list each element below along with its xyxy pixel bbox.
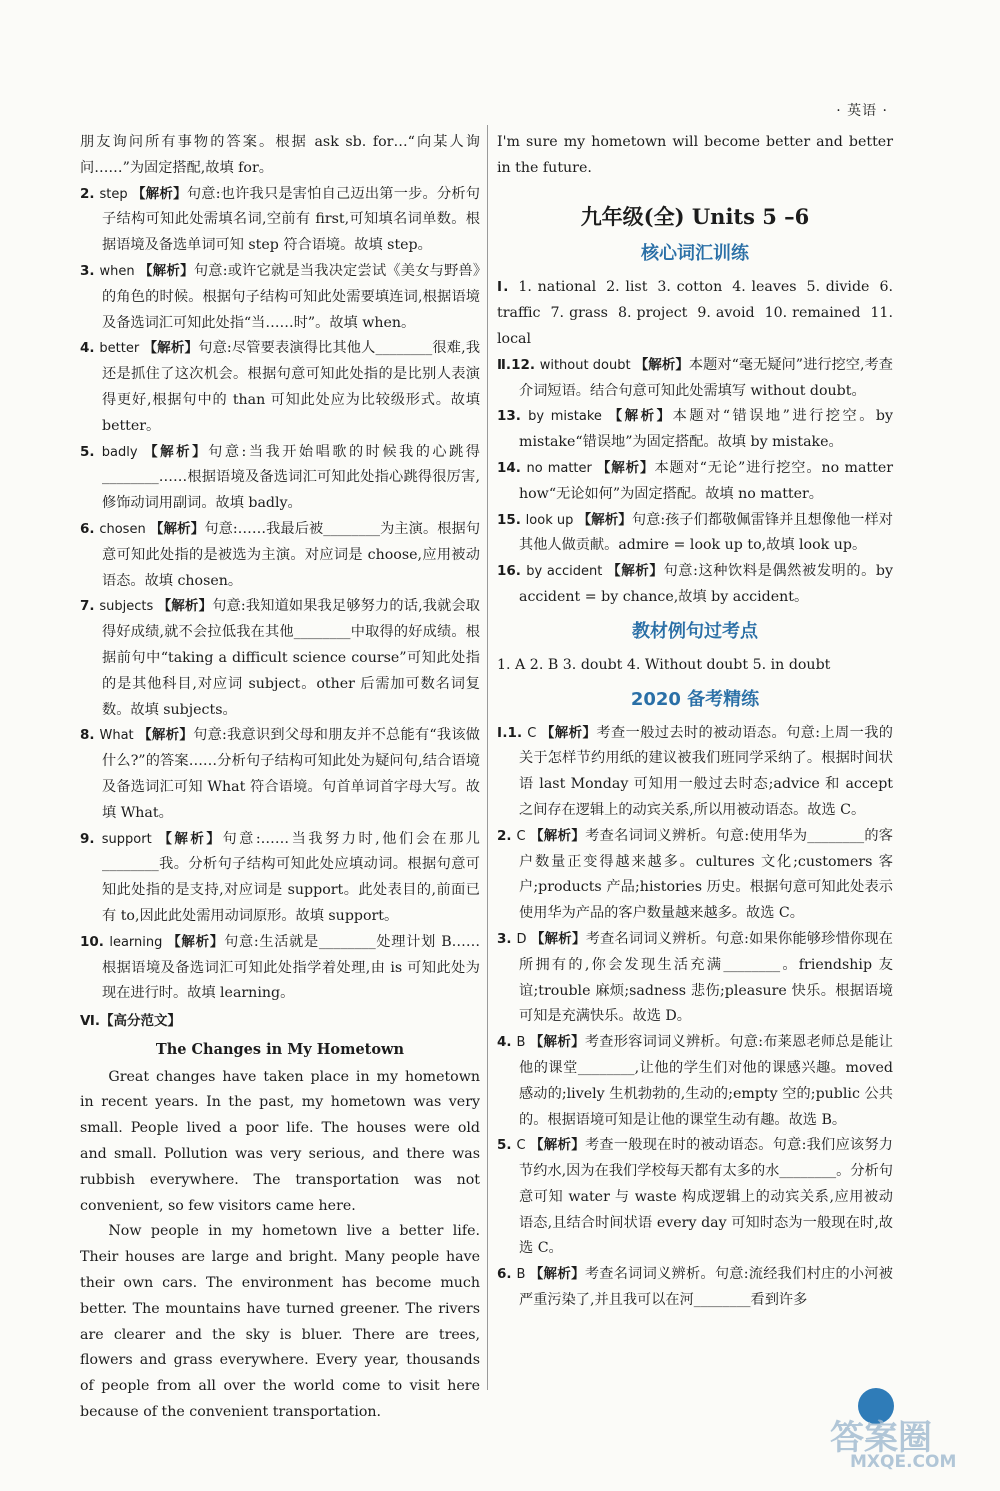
analysis-tag: 【解析】	[577, 511, 632, 528]
phrase-answer-item	[497, 559, 893, 611]
analysis-tag: 【解析】	[540, 724, 597, 741]
analysis-text: 句意:这种饮料是偶然被发明的。by accident = by chance,故填 by accident。	[519, 563, 893, 605]
analysis-text: 本题对“毫无疑问”进行挖空,考查介词短语。结合句意可知此处需填写 without doubt。	[519, 356, 893, 399]
choice-letter: C	[527, 725, 541, 741]
vocab-answer: 10. remained	[764, 305, 861, 322]
analysis-tag: 【解析】	[608, 408, 673, 425]
analysis-text: 考查一般现在时的被动语态。句意:我们应该努力节约水,因为在我们学校每天都有太多的水________。分析句意可知 water 与 waste 构成逻辑上的动宾关系,应用被动语态,且结合时间状语 every day 可知时态为一般现在时,故选 C。	[519, 1137, 893, 1257]
phrase-answer-item	[497, 404, 893, 456]
item-number: 6.	[80, 520, 100, 537]
analysis-tag: 【解析】	[529, 1034, 585, 1051]
column-divider	[487, 125, 488, 1390]
analysis-tag: 【解析】	[138, 262, 194, 279]
answer-item	[80, 517, 480, 594]
answer-item	[80, 594, 480, 723]
phrase-answer-item	[497, 353, 893, 405]
analysis-text: 句意:我意识到父母和朋友并不总能有“我该做什么?”的答案……分析句子结构可知此处为疑问句,结合语境及备选词汇可知 What 符合语境。句首单词首字母大写。故填 What。	[102, 727, 480, 821]
answer-item	[80, 930, 480, 1007]
analysis-tag: 【解析】	[529, 1137, 585, 1154]
essay-title: The Changes in My Hometown	[155, 1040, 405, 1058]
analysis-text: 句意:我知道如果我足够努力的话,我就会取得好成绩,就不会拉低我在其他________中取得的好成绩。根据前句中“taking a difficult science course”可知此处指的是其他科目,对应词 subject。other 后需加可数名词复数。故填 subjects。	[102, 598, 480, 718]
page-header-subject: · 英语 ·	[836, 103, 888, 119]
vocab-answer: 4. leaves	[732, 279, 797, 296]
item-number: 14.	[497, 459, 527, 476]
essay-ending: I'm sure my hometown will become better and better in the future.	[497, 134, 893, 176]
analysis-tag: 【解析】	[149, 520, 205, 537]
answer-word: support	[101, 831, 159, 847]
analysis-tag: 【解析】	[167, 933, 225, 950]
vocab-answer: 1. national	[518, 279, 597, 296]
answer-item	[80, 440, 480, 517]
item-number: 3.	[497, 930, 517, 947]
analysis-text: 句意:或许它就是当我决定尝试《美女与野兽》的角色的时候。根据句子结构可知此处需要填连词,根据语境及备选词汇可知此处指“当……时”。故填 when。	[102, 262, 480, 331]
analysis-text: 句意:当我开始唱歌的时候我的心跳得________……根据语境及备选词汇可知此处指心跳得很厉害,修饰动词用副词。故填 badly。	[102, 443, 480, 512]
vocab-answer: 3. cotton	[657, 279, 723, 296]
analysis-text: 句意:尽管要表演得比其他人________很难,我还是抓住了这次机会。根据句意可知此处指的是比别人表演得更好,根据句中的 than 可知此处应为比较级形式。故填 better。	[102, 340, 481, 434]
section-vi-label: Ⅵ.【高分范文】	[80, 1013, 181, 1030]
analysis-text: 考查名词词义辨析。句意:流经我们村庄的小河被严重污染了,并且我可以在河________看到许多	[519, 1266, 893, 1309]
answer-word: What	[99, 728, 139, 744]
analysis-tag: 【解析】	[144, 443, 209, 460]
right-column	[497, 130, 893, 1314]
item-number: 12.	[511, 356, 540, 373]
left-answer-list	[80, 182, 480, 1008]
item-number: 8.	[80, 727, 100, 744]
analysis-text: 考查形容词词义辨析。句意:布莱恩老师总是能让他的课堂________,让他的学生们对他的课感兴趣。moved 感动的;lively 生机勃勃的,生动的;empty 空的;public 公共的。根据语境可知是让他的课堂生动有趣。故选 B。	[519, 1034, 893, 1128]
section-2020-practice: 2020 备考精练	[630, 688, 760, 710]
analysis-text: 句意:孩子们都敬佩雷锋并且想像他一样对其他人做贡献。admire = look up to,故填 look up。	[519, 511, 893, 554]
analysis-text: 考查名词词义辨析。句意:如果你能够珍惜你现在所拥有的,你会发现生活充满________。friendship 友谊;trouble 麻烦;sadness 悲伤;pleasure 快乐。根据语境可知是充满快乐。故选 D。	[519, 930, 893, 1025]
choice-answer-item	[497, 1030, 893, 1133]
vocab-answer: 6. traffic	[497, 279, 893, 322]
analysis-tag: 【解析】	[607, 563, 664, 580]
item-number: 9.	[80, 830, 102, 847]
item-number: 6.	[497, 1266, 517, 1283]
left-column	[80, 130, 480, 1426]
answer-word: by mistake	[528, 409, 609, 425]
model-essay	[80, 1065, 480, 1426]
vocab-answer: 5. divide	[806, 279, 870, 296]
answer-word: look up	[525, 512, 578, 528]
vocab-answer: 9. avoid	[697, 305, 755, 322]
item-number: 2.	[497, 827, 517, 844]
item-number: Ⅰ.1.	[497, 724, 528, 741]
choice-answer-item	[497, 927, 893, 1030]
section-core-vocab: 核心词汇训练	[641, 243, 749, 265]
analysis-tag: 【解析】	[634, 356, 689, 373]
vocab-answer: 7. grass	[550, 305, 608, 322]
analysis-tag: 【解析】	[131, 185, 187, 202]
analysis-text: 句意:……当我努力时,他们会在那儿________我。分析句子结构可知此处应填动词。根据句意可知此处指的是支持,对应词是 support。此处表目的,前面已有 to,因此此处需用动词原形。故填 support。	[102, 830, 480, 924]
analysis-text: 考查一般过去时的被动语态。句意:上周一我的关于怎样节约用纸的建议被我们班同学采纳了。根据时间状语 last Monday 可知用一般过去时态;advice 和 accept 之间存在逻辑上的动宾关系,所以用被动语态。故选 C。	[519, 724, 893, 818]
item-number: 5.	[497, 1137, 517, 1154]
analysis-text: 考查名词词义辨析。句意:使用华为________的客户数量正变得越来越多。cultures 文化;customers 客户;products 产品;histories 历史。根据句意可知此处表示使用华为产品的客户数量越来越多。故选 C。	[519, 827, 893, 922]
vocab-answer: 11. local	[497, 305, 893, 347]
answer-word: without doubt	[539, 357, 635, 373]
answer-item	[80, 259, 480, 336]
part2-label: Ⅱ.	[497, 356, 512, 373]
left-intro: 朋友询问所有事物的答案。根据 ask sb. for…“向某人询问……”为固定搭配,故填 for。	[80, 134, 480, 176]
analysis-tag: 【解析】	[157, 598, 213, 615]
analysis-text: 句意:生活就是________处理计划 B……根据语境及备选词汇可知此处指学着处理,由 is 可知此处为现在进行时。故填 learning。	[102, 933, 481, 1002]
answer-word: when	[99, 263, 139, 279]
textbook-answers: 1. A 2. B 3. doubt 4. Without doubt 5. in doubt	[497, 656, 831, 673]
analysis-tag: 【解析】	[529, 1266, 585, 1283]
item-number: 13.	[497, 408, 529, 425]
item-number: 16.	[497, 563, 527, 580]
analysis-text: 本题对“错误地”进行挖空。by mistake“错误地”为固定搭配。故填 by mistake。	[519, 408, 893, 451]
unit-title: 九年级(全) Units 5 –6	[580, 203, 810, 229]
item-number: 15.	[497, 511, 526, 528]
phrase-answer-item	[497, 456, 893, 508]
item-number: 2.	[80, 185, 100, 202]
vocab-row	[497, 275, 893, 352]
answer-word: by accident	[526, 564, 608, 580]
analysis-tag: 【解析】	[596, 459, 655, 476]
choice-letter: C	[516, 828, 531, 844]
part2-answers	[497, 353, 893, 611]
answer-item	[80, 827, 480, 930]
item-number: 3.	[80, 262, 100, 279]
analysis-text: 句意:……我最后被________为主演。根据句意可知此处指的是被选为主演。对应词是 choose,应用被动语态。故填 chosen。	[102, 520, 481, 589]
item-number: 10.	[80, 933, 110, 950]
answer-word: badly	[101, 444, 145, 460]
watermark-url: MXQE.COM	[850, 1452, 957, 1472]
choice-answer-item	[497, 1262, 893, 1314]
analysis-text: 本题对“无论”进行挖空。no matter how“无论如何”为固定搭配。故填 no matter。	[519, 459, 894, 502]
choice-letter: C	[516, 1138, 530, 1154]
section-textbook-sentences: 教材例句过考点	[632, 620, 758, 642]
essay-paragraph: Great changes have taken place in my hometown in recent years. In the past, my hometown was very small. People lived a poor life. The houses were old and small. Pollution was very serious, and there was rubbish everywhere. The transportation was not convenient, so few visitors came here.	[80, 1068, 480, 1214]
item-number: 5.	[80, 443, 102, 460]
vocab-part-label: Ⅰ.	[497, 279, 509, 296]
answer-word: chosen	[99, 521, 150, 537]
analysis-tag: 【解析】	[158, 830, 223, 847]
phrase-answer-item	[497, 508, 893, 560]
choice-letter: B	[516, 1267, 530, 1283]
answer-word: learning	[109, 934, 168, 950]
answer-word: subjects	[99, 599, 158, 615]
vocab-answer: 8. project	[617, 305, 688, 322]
choice-answer-item	[497, 721, 893, 824]
answer-item	[80, 182, 480, 259]
analysis-tag: 【解析】	[530, 930, 586, 947]
answer-item	[80, 336, 480, 439]
item-number: 7.	[80, 598, 100, 615]
item-number: 4.	[497, 1034, 517, 1051]
answer-word: no matter	[526, 460, 597, 476]
essay-paragraph: Now people in my hometown live a better life. Their houses are large and bright. Many people have their own cars. The environment has become much better. The mountains have turned greener. The rivers are clearer and the sky is bluer. There are trees, flowers and grass everywhere. Every year, thousands of people from all over the world come to visit here because of the convenient transportation.	[80, 1223, 480, 1421]
analysis-tag: 【解析】	[530, 827, 586, 844]
answer-word: better	[99, 341, 144, 357]
analysis-text: 句意:也许我只是害怕自己迈出第一步。分析句子结构可知此处需填名词,空前有 first,可知填名词单数。根据语境及备选单词可知 step 符合语境。故填 step。	[102, 185, 480, 254]
choice-answer-item	[497, 824, 893, 927]
watermark-logo: 答案圈	[830, 1418, 932, 1458]
answer-item	[80, 723, 480, 826]
vocab-answer: 2. list	[606, 279, 648, 296]
vocab-answers	[497, 275, 893, 352]
choice-answer-item	[497, 1133, 893, 1262]
item-number: 4.	[80, 340, 100, 357]
analysis-tag: 【解析】	[143, 340, 199, 357]
practice-answers	[497, 721, 893, 1314]
choice-letter: D	[516, 931, 531, 947]
answer-word: step	[99, 186, 132, 202]
analysis-tag: 【解析】	[138, 727, 194, 744]
choice-letter: B	[516, 1035, 530, 1051]
